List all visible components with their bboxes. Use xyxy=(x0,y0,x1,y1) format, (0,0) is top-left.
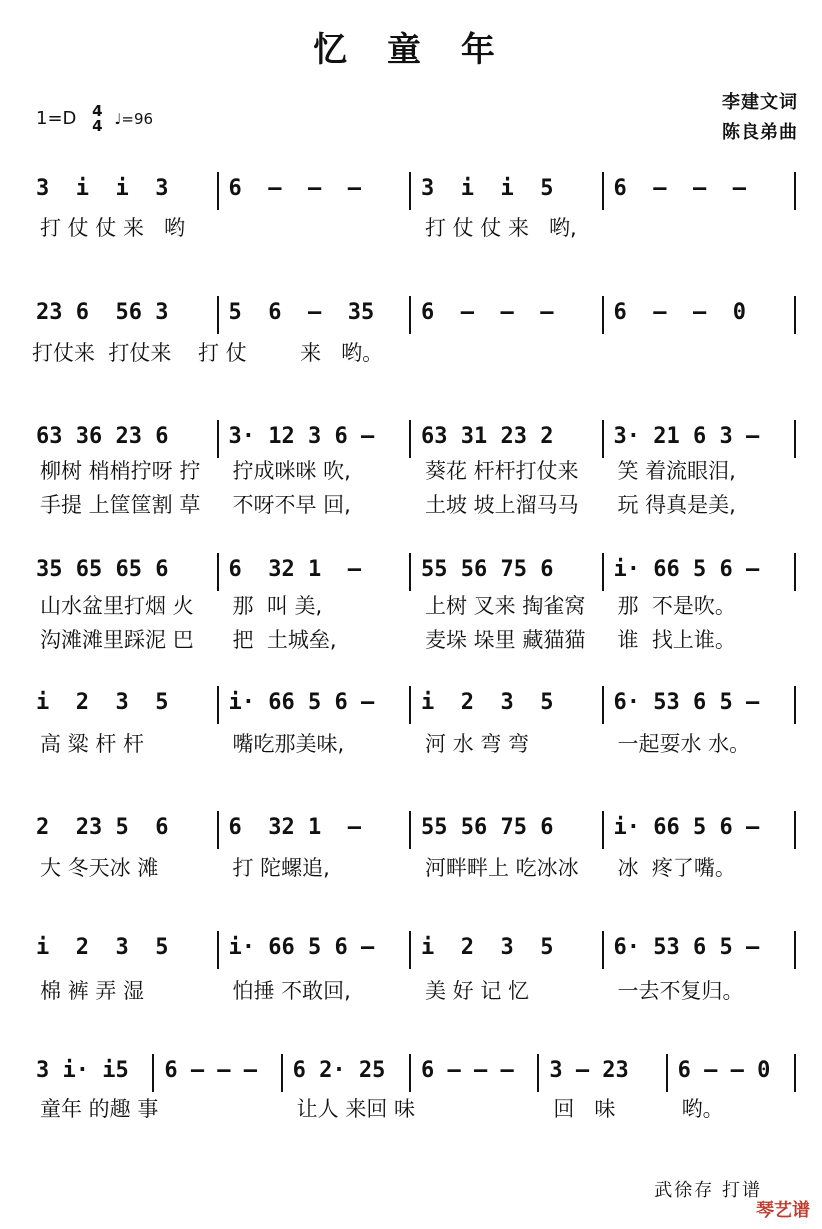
lyric-line: 沟滩滩里踩泥 巴 xyxy=(40,628,194,652)
barline xyxy=(794,931,796,969)
barline xyxy=(217,811,219,849)
barline xyxy=(409,296,411,334)
barline xyxy=(602,553,604,591)
lyric-line: 那 叫 美, xyxy=(232,594,323,618)
lyric-line: 葵花 杆杆打仗来 xyxy=(425,459,579,483)
measure-notes: i· 66 5 6 – xyxy=(613,815,760,840)
lyric-line: 玩 得真是美, xyxy=(617,493,736,517)
barline xyxy=(794,420,796,458)
measure-notes: i 2 3 5 xyxy=(421,935,554,960)
measure-notes: i 2 3 5 xyxy=(36,690,169,715)
key-label: 1=D xyxy=(36,108,77,129)
barline xyxy=(409,172,411,210)
measure-notes: 6 32 1 – xyxy=(228,557,361,582)
lyric-line: 让人 来回 味 xyxy=(296,1097,416,1121)
barline xyxy=(217,296,219,334)
barline xyxy=(152,1054,154,1092)
lyric-line: 那 不是吹。 xyxy=(617,594,736,618)
lyric-line: 一去不复归。 xyxy=(617,979,744,1003)
measure-notes: 3 i i 3 xyxy=(36,176,169,201)
measure-notes: 6 – – – xyxy=(421,1058,514,1083)
composer: 陈良弟曲 xyxy=(722,122,798,143)
barline xyxy=(602,811,604,849)
lyric-line: 土坡 坡上溜马马 xyxy=(425,493,579,517)
lyric-line: 高 粱 杆 杆 xyxy=(40,732,145,756)
lyric-line: 麦垛 垛里 藏猫猫 xyxy=(425,628,586,652)
lyric-line: 把 土城垒, xyxy=(232,628,337,652)
song-title: 忆 童 年 xyxy=(313,30,509,70)
tempo-mark: ♩=96 xyxy=(114,110,154,128)
barline xyxy=(217,420,219,458)
lyricist: 李建文词 xyxy=(722,92,798,113)
measure-notes: 6 – – – xyxy=(421,300,554,325)
barline xyxy=(602,686,604,724)
measure-notes: 5 6 – 35 xyxy=(228,300,375,325)
measure-notes: 6 – – – xyxy=(228,176,361,201)
lyric-line: 手提 上筐筐割 草 xyxy=(40,493,201,517)
barline xyxy=(409,420,411,458)
measure-notes: 3 i i 5 xyxy=(421,176,554,201)
measure-notes: 6· 53 6 5 – xyxy=(613,935,760,960)
barline xyxy=(602,420,604,458)
lyric-line: 河 水 弯 弯 xyxy=(425,732,530,756)
barline xyxy=(794,172,796,210)
transcriber-credit: 武徐存 打谱 xyxy=(654,1180,762,1201)
measure-notes: 3 i· i5 xyxy=(36,1058,129,1083)
measure-notes: i 2 3 5 xyxy=(36,935,169,960)
measure-notes: 55 56 75 6 xyxy=(421,815,554,840)
lyric-line: 笑 着流眼泪, xyxy=(617,459,736,483)
lyric-line: 谁 找上谁。 xyxy=(617,628,736,652)
measure-notes: 6 – – 0 xyxy=(613,300,746,325)
barline xyxy=(217,931,219,969)
barline xyxy=(409,553,411,591)
measure-notes: i· 66 5 6 – xyxy=(228,935,375,960)
measure-notes: 35 65 65 6 xyxy=(36,557,169,582)
measure-notes: 6· 53 6 5 – xyxy=(613,690,760,715)
measure-notes: 63 36 23 6 xyxy=(36,424,169,449)
measure-notes: 3 – 23 xyxy=(549,1058,629,1083)
barline xyxy=(537,1054,539,1092)
barline xyxy=(602,931,604,969)
measure-notes: 3· 21 6 3 – xyxy=(613,424,760,449)
lyric-line: 怕捶 不敢回, xyxy=(232,979,351,1003)
barline xyxy=(794,1054,796,1092)
barline xyxy=(409,686,411,724)
barline xyxy=(602,296,604,334)
lyric-line: 上树 叉来 掏雀窝 xyxy=(425,594,586,618)
lyric-line: 打 仗 仗 来 哟, xyxy=(425,216,577,240)
measure-notes: i· 66 5 6 – xyxy=(228,690,375,715)
barline xyxy=(602,172,604,210)
time-top: 4 xyxy=(92,102,103,120)
measure-notes: 23 6 56 3 xyxy=(36,300,169,325)
lyric-line: 打仗来 打仗来 打 仗 来 哟。 xyxy=(32,341,384,365)
lyric-line: 打 陀螺追, xyxy=(232,856,330,880)
barline xyxy=(794,553,796,591)
lyric-line: 一起耍水 水。 xyxy=(617,732,751,756)
lyric-line: 山水盆里打烟 火 xyxy=(40,594,194,618)
measure-notes: 6 – – – xyxy=(613,176,746,201)
lyric-line: 冰 疼了嘴。 xyxy=(617,856,736,880)
measure-notes: 6 32 1 – xyxy=(228,815,361,840)
credits xyxy=(722,88,798,148)
lyric-line: 棉 裤 弄 湿 xyxy=(40,979,145,1003)
measure-notes: i 2 3 5 xyxy=(421,690,554,715)
lyric-line: 柳树 梢梢拧呀 拧 xyxy=(40,459,201,483)
barline xyxy=(217,553,219,591)
barline xyxy=(409,811,411,849)
barline xyxy=(794,296,796,334)
measure-notes: 55 56 75 6 xyxy=(421,557,554,582)
time-bottom: 4 xyxy=(92,117,103,135)
measure-notes: 6 2· 25 xyxy=(292,1058,386,1083)
measure-notes: 63 31 23 2 xyxy=(421,424,554,449)
barline xyxy=(409,1054,411,1092)
measure-notes: i· 66 5 6 – xyxy=(613,557,760,582)
lyric-line: 回 味 xyxy=(553,1097,616,1121)
barline xyxy=(281,1054,283,1092)
barline xyxy=(794,811,796,849)
lyric-line: 嘴吃那美味, xyxy=(232,732,345,756)
barline xyxy=(666,1054,668,1092)
lyric-line: 河畔畔上 吃冰冰 xyxy=(425,856,579,880)
barline xyxy=(409,931,411,969)
measure-notes: 3· 12 3 6 – xyxy=(228,424,375,449)
lyric-line: 哟。 xyxy=(681,1097,724,1121)
lyric-line: 打 仗 仗 来 哟 xyxy=(40,216,186,240)
lyric-line: 拧成咪咪 吹, xyxy=(232,459,351,483)
barline xyxy=(217,686,219,724)
measure-notes: 6 – – 0 xyxy=(677,1058,771,1083)
time-signature xyxy=(92,104,102,134)
lyric-line: 美 好 记 忆 xyxy=(425,979,530,1003)
key-signature xyxy=(36,104,153,134)
lyric-line: 童年 的趣 事 xyxy=(40,1097,159,1121)
measure-notes: 2 23 5 6 xyxy=(36,815,169,840)
barline xyxy=(217,172,219,210)
barline xyxy=(794,686,796,724)
lyric-line: 不呀不早 回, xyxy=(232,493,351,517)
lyric-line: 大 冬天冰 滩 xyxy=(40,856,159,880)
site-logo: 琴艺谱 xyxy=(756,1200,810,1221)
measure-notes: 6 – – – xyxy=(164,1058,258,1083)
